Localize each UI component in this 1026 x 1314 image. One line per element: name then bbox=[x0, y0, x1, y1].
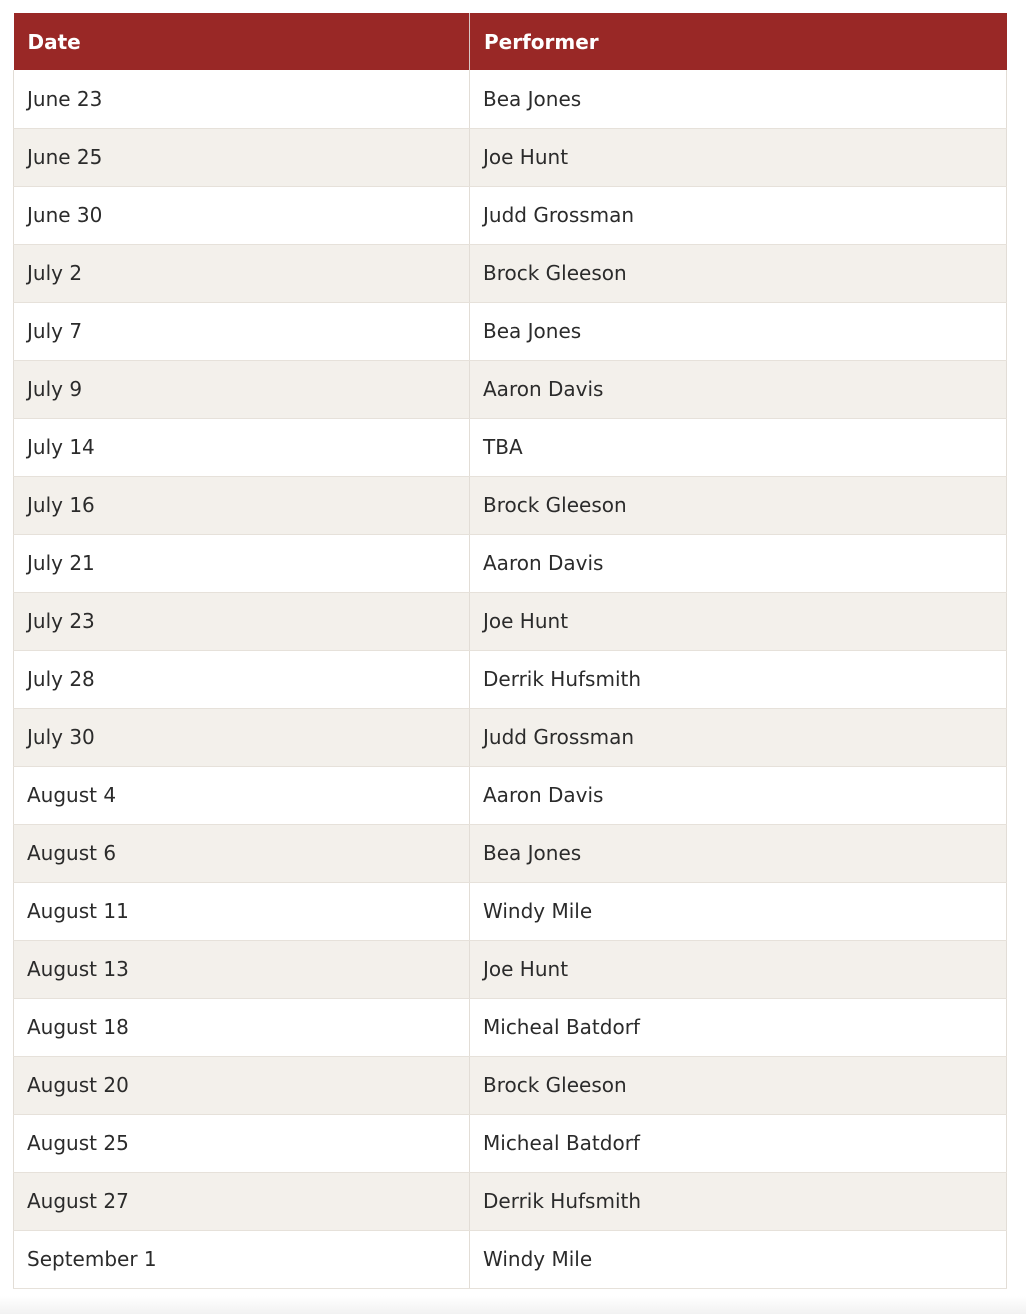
date-cell: July 7 bbox=[14, 302, 470, 360]
table-row bbox=[14, 824, 1007, 882]
performer-cell: Bea Jones bbox=[470, 824, 1007, 882]
table-row bbox=[14, 360, 1007, 418]
date-cell: July 23 bbox=[14, 592, 470, 650]
performer-cell: Judd Grossman bbox=[470, 708, 1007, 766]
table-header bbox=[14, 13, 1007, 70]
date-cell: August 11 bbox=[14, 882, 470, 940]
performer-cell: Windy Mile bbox=[470, 1230, 1007, 1288]
performer-cell: Brock Gleeson bbox=[470, 244, 1007, 302]
table-header-row bbox=[14, 13, 1007, 70]
date-cell: July 14 bbox=[14, 418, 470, 476]
date-cell: August 4 bbox=[14, 766, 470, 824]
table-row bbox=[14, 244, 1007, 302]
table-row bbox=[14, 70, 1007, 128]
performer-cell: Joe Hunt bbox=[470, 940, 1007, 998]
date-cell: August 25 bbox=[14, 1114, 470, 1172]
performer-cell: Windy Mile bbox=[470, 882, 1007, 940]
date-cell: July 2 bbox=[14, 244, 470, 302]
date-cell: September 1 bbox=[14, 1230, 470, 1288]
performer-cell: Derrik Hufsmith bbox=[470, 1172, 1007, 1230]
table-row bbox=[14, 650, 1007, 708]
table-row bbox=[14, 1056, 1007, 1114]
table-body bbox=[14, 70, 1007, 1288]
table-row bbox=[14, 998, 1007, 1056]
performer-cell: Micheal Batdorf bbox=[470, 1114, 1007, 1172]
table-row bbox=[14, 302, 1007, 360]
schedule-table-container bbox=[13, 13, 1006, 1289]
table-row bbox=[14, 476, 1007, 534]
performer-cell: Bea Jones bbox=[470, 302, 1007, 360]
table-row bbox=[14, 592, 1007, 650]
date-cell: July 28 bbox=[14, 650, 470, 708]
column-header-date: Date bbox=[14, 13, 470, 70]
table-row bbox=[14, 766, 1007, 824]
performer-cell: Brock Gleeson bbox=[470, 476, 1007, 534]
table-row bbox=[14, 1230, 1007, 1288]
date-cell: July 30 bbox=[14, 708, 470, 766]
performer-cell: Judd Grossman bbox=[470, 186, 1007, 244]
performer-cell: Aaron Davis bbox=[470, 766, 1007, 824]
performer-cell: Brock Gleeson bbox=[470, 1056, 1007, 1114]
table-row bbox=[14, 708, 1007, 766]
performer-cell: Derrik Hufsmith bbox=[470, 650, 1007, 708]
table-row bbox=[14, 534, 1007, 592]
date-cell: August 20 bbox=[14, 1056, 470, 1114]
date-cell: June 23 bbox=[14, 70, 470, 128]
table-row bbox=[14, 1114, 1007, 1172]
table-row bbox=[14, 1172, 1007, 1230]
performer-cell: Bea Jones bbox=[470, 70, 1007, 128]
date-cell: June 25 bbox=[14, 128, 470, 186]
performer-cell: Joe Hunt bbox=[470, 128, 1007, 186]
date-cell: August 6 bbox=[14, 824, 470, 882]
date-cell: August 18 bbox=[14, 998, 470, 1056]
date-cell: July 21 bbox=[14, 534, 470, 592]
performer-cell: Micheal Batdorf bbox=[470, 998, 1007, 1056]
performer-cell: Aaron Davis bbox=[470, 534, 1007, 592]
page-bottom-edge bbox=[0, 1296, 1026, 1314]
table-row bbox=[14, 186, 1007, 244]
performer-cell: Aaron Davis bbox=[470, 360, 1007, 418]
column-header-performer: Performer bbox=[484, 29, 599, 54]
performance-schedule-table bbox=[13, 13, 1007, 1289]
date-cell: July 9 bbox=[14, 360, 470, 418]
table-row bbox=[14, 940, 1007, 998]
table-row bbox=[14, 882, 1007, 940]
date-cell: August 13 bbox=[14, 940, 470, 998]
performer-cell: TBA bbox=[470, 418, 1007, 476]
date-cell: June 30 bbox=[14, 186, 470, 244]
performer-cell: Joe Hunt bbox=[470, 592, 1007, 650]
table-row bbox=[14, 128, 1007, 186]
table-row bbox=[14, 418, 1007, 476]
date-cell: July 16 bbox=[14, 476, 470, 534]
date-cell: August 27 bbox=[14, 1172, 470, 1230]
